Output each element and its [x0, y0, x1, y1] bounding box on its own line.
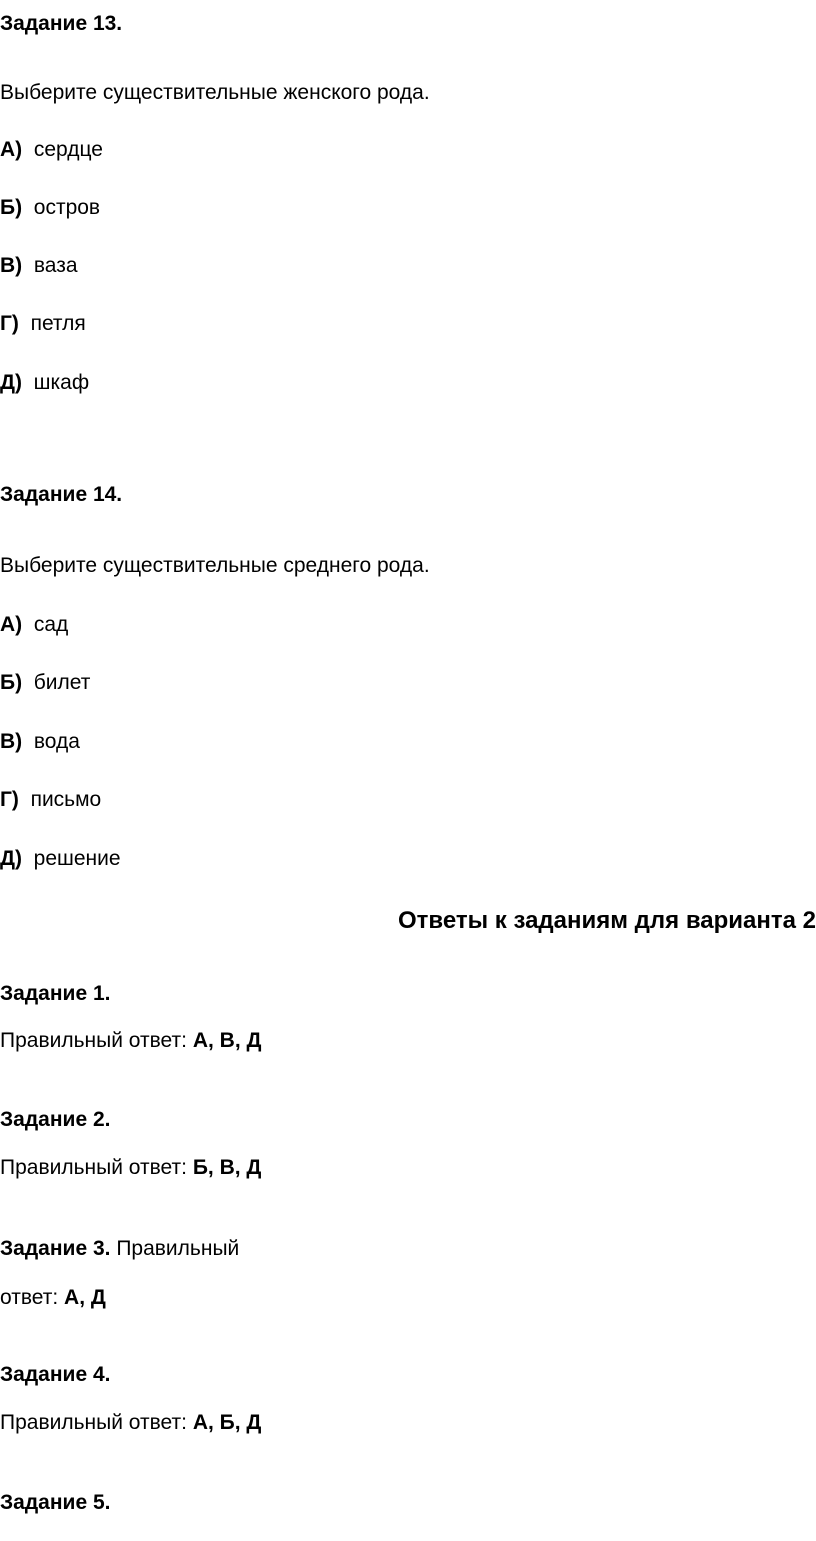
task-13-option-e: [0, 370, 89, 396]
option-word: сердце: [33, 138, 103, 161]
task-13-option-b: [0, 195, 100, 221]
answer-value: А, Д: [64, 1286, 106, 1309]
option-word: решение: [33, 847, 121, 870]
answer-3-line-2: [0, 1285, 106, 1311]
answer-value: А, В, Д: [192, 1029, 262, 1052]
task-13-option-a: [0, 137, 103, 163]
option-letter: Д): [0, 847, 22, 870]
task-14-title: Задание 14.: [0, 483, 123, 506]
answer-1-title: Задание 1.: [0, 982, 111, 1005]
option-letter: А): [0, 613, 23, 636]
task-13-title: Задание 13.: [0, 12, 123, 35]
answer-value: А, Б, Д: [192, 1411, 262, 1434]
task-14-option-d: [0, 787, 101, 813]
answer-4-line: [0, 1410, 261, 1436]
answer-3-title: Задание 3.: [0, 1237, 111, 1260]
task-14-prompt: Выберите существительные среднего рода.: [0, 554, 430, 577]
option-word: билет: [33, 671, 91, 694]
option-letter: Г): [0, 788, 19, 811]
answer-5-title: Задание 5.: [0, 1491, 111, 1514]
answer-label: Правильный ответ:: [0, 1029, 187, 1052]
option-word: остров: [33, 196, 101, 219]
option-word: сад: [33, 613, 69, 636]
answer-label: Правильный ответ:: [0, 1411, 187, 1434]
option-letter: В): [0, 730, 23, 753]
option-word: шкаф: [33, 371, 90, 394]
option-word: вода: [33, 730, 80, 753]
option-letter: Г): [0, 312, 19, 335]
task-13-prompt: Выберите существительные женского рода.: [0, 81, 430, 104]
answer-1-line: [0, 1028, 261, 1054]
task-14-option-c: [0, 729, 80, 755]
answer-4-title: Задание 4.: [0, 1363, 111, 1386]
option-letter: А): [0, 138, 23, 161]
task-14-option-e: [0, 846, 121, 872]
task-14-option-a: [0, 612, 68, 638]
option-letter: Д): [0, 371, 22, 394]
task-13-option-c: [0, 253, 78, 279]
option-word: петля: [30, 312, 86, 335]
answer-3-line-1: [0, 1236, 239, 1262]
answer-label: Правильный ответ:: [0, 1156, 187, 1179]
option-letter: Б): [0, 196, 23, 219]
answer-value: Б, В, Д: [192, 1156, 262, 1179]
answer-2-line: [0, 1155, 261, 1181]
answer-label-part1: Правильный: [116, 1237, 240, 1260]
option-word: письмо: [30, 788, 102, 811]
answer-2-title: Задание 2.: [0, 1108, 111, 1131]
answers-heading: Ответы к заданиям для варианта 2: [397, 907, 816, 934]
task-13-option-d: [0, 311, 86, 337]
option-word: ваза: [33, 254, 78, 277]
task-14-option-b: [0, 670, 90, 696]
answer-label-part2: ответ:: [0, 1286, 59, 1309]
option-letter: Б): [0, 671, 23, 694]
option-letter: В): [0, 254, 23, 277]
